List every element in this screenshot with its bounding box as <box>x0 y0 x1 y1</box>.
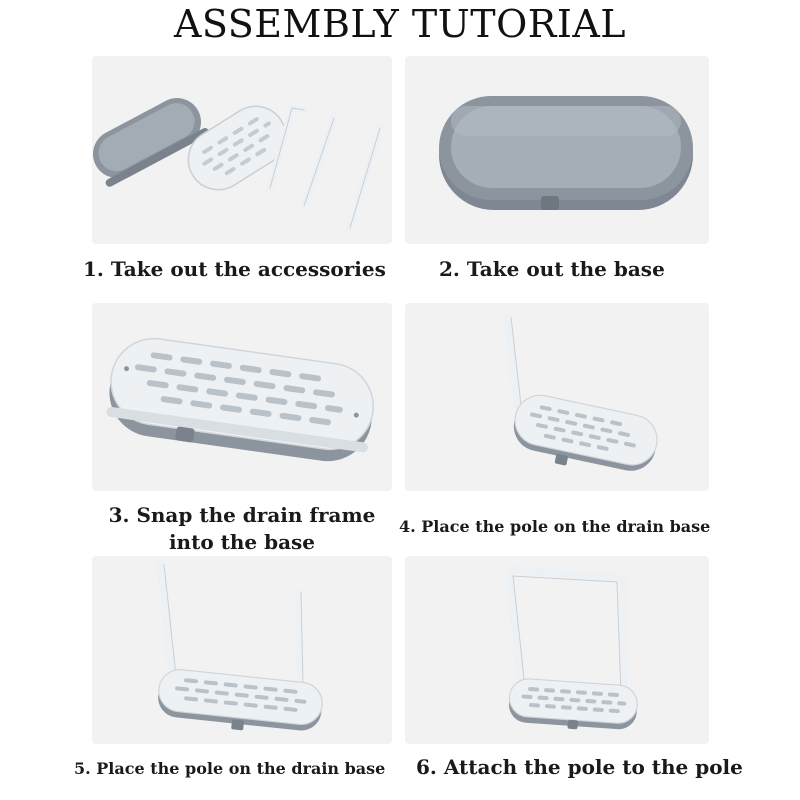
drain-frame-in-base-illustration <box>92 303 392 491</box>
two-poles-on-drain-base-illustration <box>92 556 392 744</box>
page-title: ASSEMBLY TUTORIAL <box>173 2 627 46</box>
step-1-image <box>92 56 392 244</box>
step-3-caption <box>92 502 392 556</box>
step-5-caption: 5. Place the pole on the drain base <box>74 759 386 778</box>
step-3-caption-line-1: 3. Snap the drain frame <box>108 503 376 527</box>
assembled-rack-illustration <box>405 556 709 744</box>
step-1-caption: 1. Take out the accessories <box>83 257 386 281</box>
step-6-image <box>405 556 709 744</box>
pole-on-drain-base-illustration <box>405 303 709 491</box>
step-5-image <box>92 556 392 744</box>
step-3-image <box>92 303 392 491</box>
step-4-caption: 4. Place the pole on the drain base <box>399 517 711 536</box>
step-4-image <box>405 303 709 491</box>
step-3-caption-line-2: into the base <box>168 530 316 554</box>
accessories-illustration <box>92 56 392 244</box>
gray-base-illustration <box>405 56 709 244</box>
step-6-caption: 6. Attach the pole to the pole <box>416 755 743 779</box>
step-2-caption: 2. Take out the base <box>439 257 665 281</box>
step-2-image <box>405 56 709 244</box>
